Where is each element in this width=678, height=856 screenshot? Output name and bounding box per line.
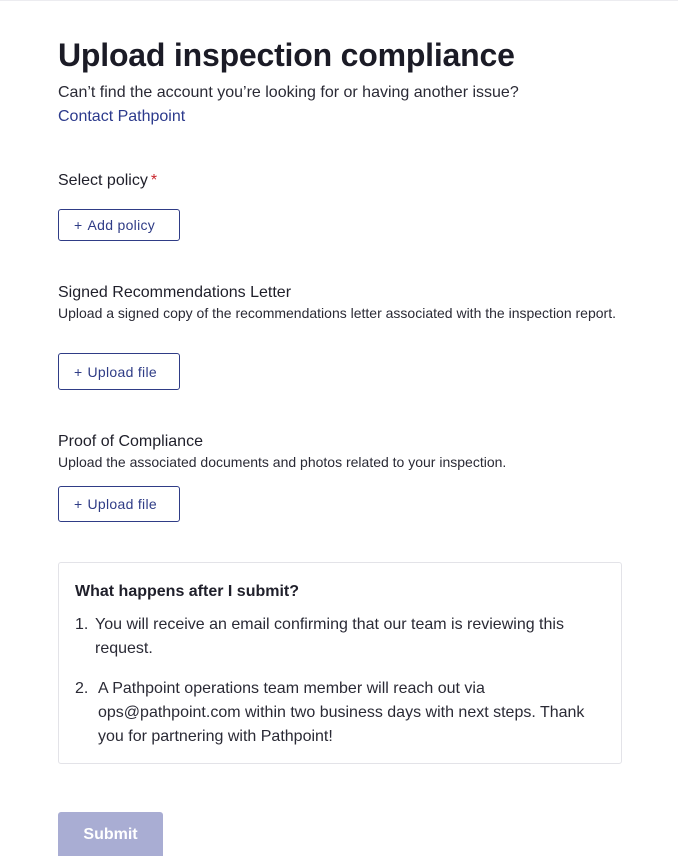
plus-icon: + — [74, 363, 83, 380]
plus-icon: + — [74, 496, 83, 512]
list-item-number: 1. — [75, 616, 89, 633]
select-policy-label-text: Select policy — [58, 172, 148, 189]
upload-letter-button[interactable] — [58, 353, 180, 390]
select-policy-label — [58, 172, 157, 190]
list-item — [75, 677, 605, 749]
contact-pathpoint-link[interactable]: Contact Pathpoint — [58, 108, 186, 125]
required-marker: * — [150, 172, 158, 189]
proof-of-compliance-title: Proof of Compliance — [58, 433, 203, 450]
recommendations-letter-description: Upload a signed copy of the recommendations letter associated with the inspection report. — [58, 305, 616, 321]
recommendations-letter-title: Signed Recommendations Letter — [58, 284, 292, 301]
page-subtitle: Can’t find the account you’re looking for or having another issue? — [58, 84, 519, 101]
list-item-text: You will receive an email confirming that our team is reviewing this request. — [95, 616, 564, 657]
add-policy-button[interactable] — [58, 209, 180, 241]
plus-icon: + — [74, 217, 83, 233]
upload-proof-button-label: Upload file — [87, 496, 157, 512]
proof-of-compliance-description: Upload the associated documents and photos related to your inspection. — [58, 454, 507, 470]
upload-letter-button-label: Upload file — [87, 363, 157, 380]
add-policy-button-label: Add policy — [87, 217, 156, 233]
submit-button[interactable]: Submit — [58, 812, 163, 856]
list-item-number: 2. — [75, 680, 89, 697]
page-title: Upload inspection compliance — [58, 37, 515, 73]
upload-proof-button[interactable] — [58, 486, 180, 522]
list-item-text: A Pathpoint operations team member will reach out via ops@pathpoint.com within two business days with next steps. Thank you for partnering with Pathpoint! — [98, 680, 585, 745]
next-steps-list — [75, 613, 605, 749]
list-item — [75, 613, 605, 661]
what-happens-info-box — [58, 562, 622, 764]
info-box-title: What happens after I submit? — [75, 583, 300, 600]
